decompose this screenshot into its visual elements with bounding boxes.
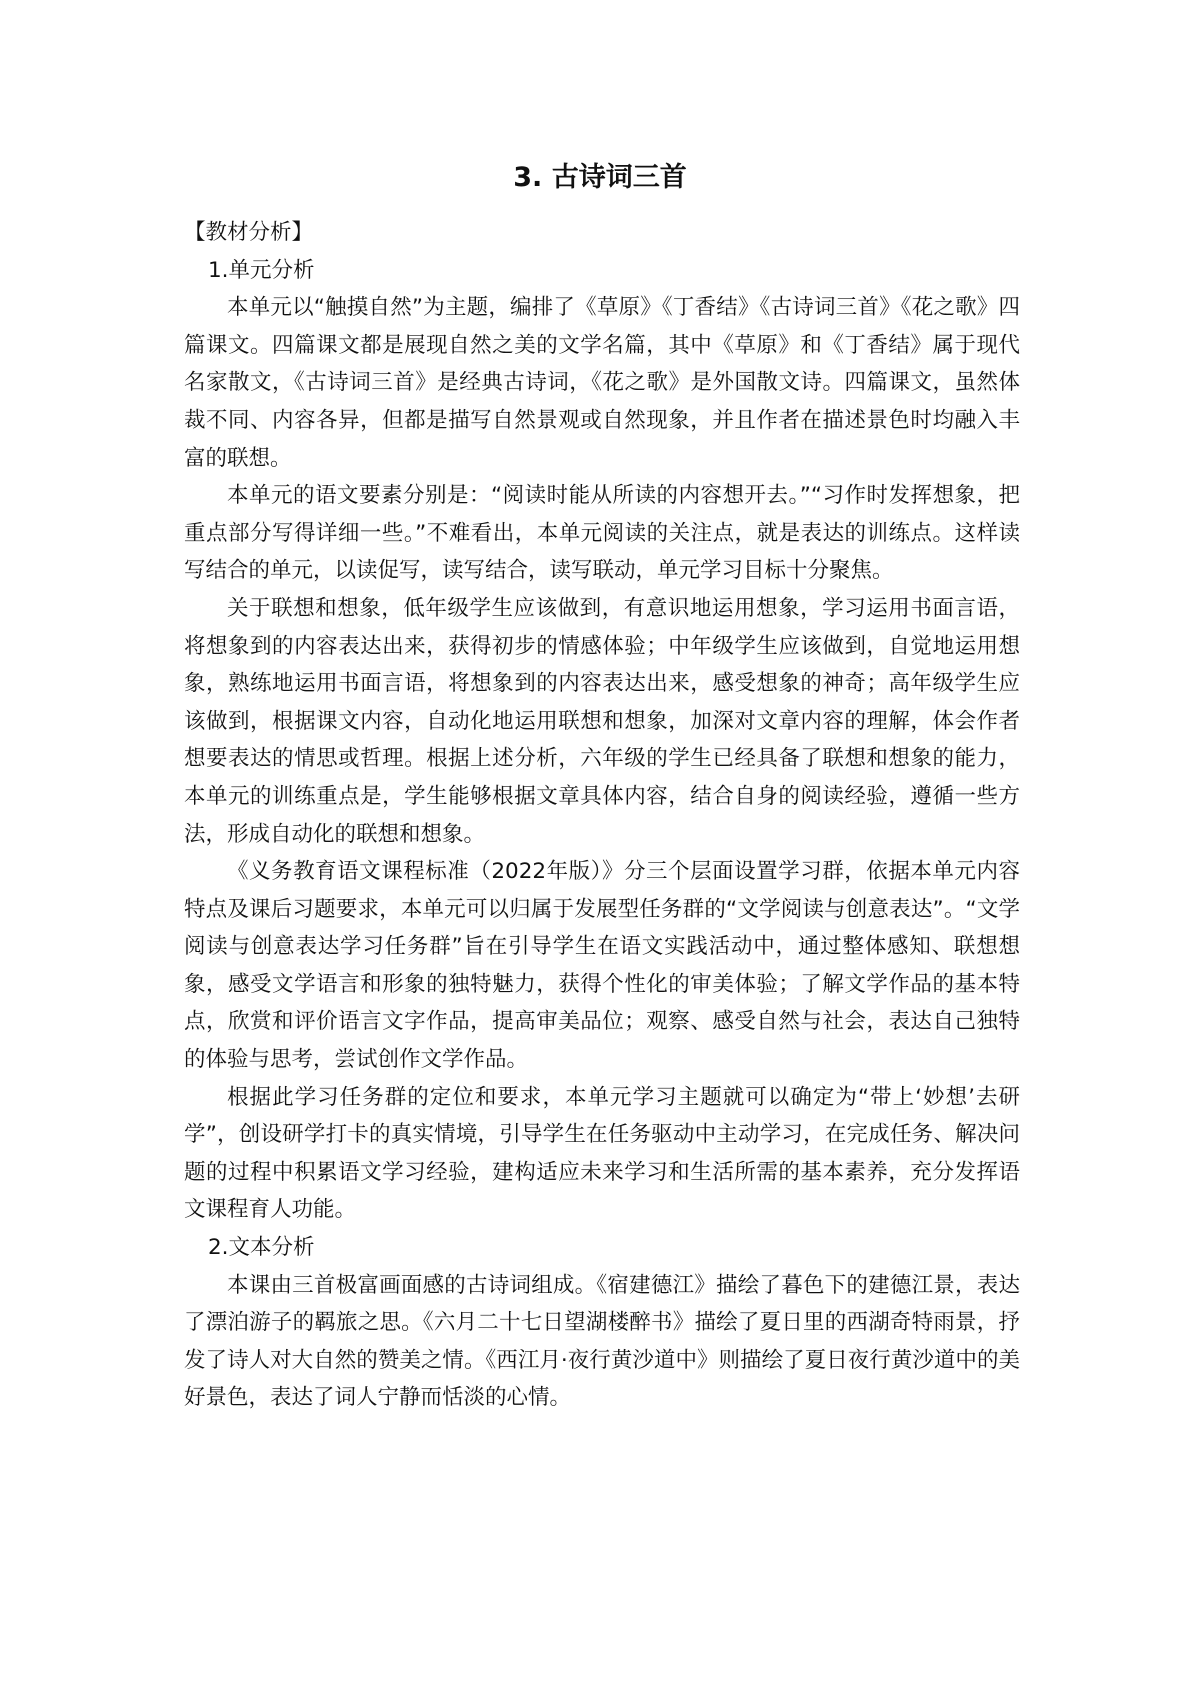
- unit-analysis-paragraph: 关于联想和想象，低年级学生应该做到，有意识地运用想象，学习运用书面言语，将想象到的内容表达出来，获得初步的情感体验；中年级学生应该做到，自觉地运用想象，熟练地运用书面言语，将想象到的内容表达出来，感受想象的神奇；高年级学生应该做到，根据课文内容，自动化地运用联想和想象，加深对文章内容的理解，体会作者想要表达的情思或哲理。根据上述分析，六年级的学生已经具备了联想和想象的能力，本单元的训练重点是，学生能够根据文章具体内容，结合自身的阅读经验，遵循一些方法，形成自动化的联想和想象。: [184, 595, 1020, 847]
- section-heading: 【教材分析】: [184, 220, 314, 245]
- text-analysis-heading: 2.文本分析: [208, 1235, 315, 1261]
- document-body: [184, 214, 1020, 1417]
- page-title: 3. 古诗词三首: [513, 162, 687, 193]
- unit-analysis-paragraph: 本单元以“触摸自然”为主题，编排了《草原》《丁香结》《古诗词三首》《花之歌》四篇课文。四篇课文都是展现自然之美的文学名篇，其中《草原》和《丁香结》属于现代名家散文，《古诗词三首》是经典古诗词，《花之歌》是外国散文诗。四篇课文，虽然体裁不同、内容各异，但都是描写自然景观或自然现象，并且作者在描述景色时均融入丰富的联想。: [184, 295, 1020, 471]
- unit-analysis-paragraph: 本单元的语文要素分别是：“阅读时能从所读的内容想开去。”“习作时发挥想象，把重点部分写得详细一些。”不难看出，本单元阅读的关注点，就是表达的训练点。这样读写结合的单元，以读促写，读写结合，读写联动，单元学习目标十分聚焦。: [184, 483, 1020, 584]
- unit-analysis-paragraph: 《义务教育语文课程标准（2022年版）》分三个层面设置学习群，依据本单元内容特点及课后习题要求，本单元可以归属于发展型任务群的“文学阅读与创意表达”。“文学阅读与创意表达学习任务群”旨在引导学生在语文实践活动中，通过整体感知、联想想象，感受文学语言和形象的独特魅力，获得个性化的审美体验；了解文学作品的基本特点，欣赏和评价语言文字作品，提高审美品位；观察、感受自然与社会，表达自己独特的体验与思考，尝试创作文学作品。: [184, 859, 1020, 1073]
- text-analysis-paragraph: 本课由三首极富画面感的古诗词组成。《宿建德江》描绘了暮色下的建德江景，表达了漂泊游子的羁旅之思。《六月二十七日望湖楼醉书》描绘了夏日里的西湖奇特雨景，抒发了诗人对大自然的赞美之情。《西江月·夜行黄沙道中》则描绘了夏日夜行黄沙道中的美好景色，表达了词人宁静而恬淡的心情。: [184, 1272, 1020, 1411]
- unit-analysis-paragraph: 根据此学习任务群的定位和要求，本单元学习主题就可以确定为“带上‘妙想’去研学”，创设研学打卡的真实情境，引导学生在任务驱动中主动学习，在完成任务、解决问题的过程中积累语文学习经验，建构适应未来学习和生活所需的基本素养，充分发挥语文课程育人功能。: [184, 1084, 1020, 1223]
- unit-analysis-heading: 1.单元分析: [208, 257, 315, 283]
